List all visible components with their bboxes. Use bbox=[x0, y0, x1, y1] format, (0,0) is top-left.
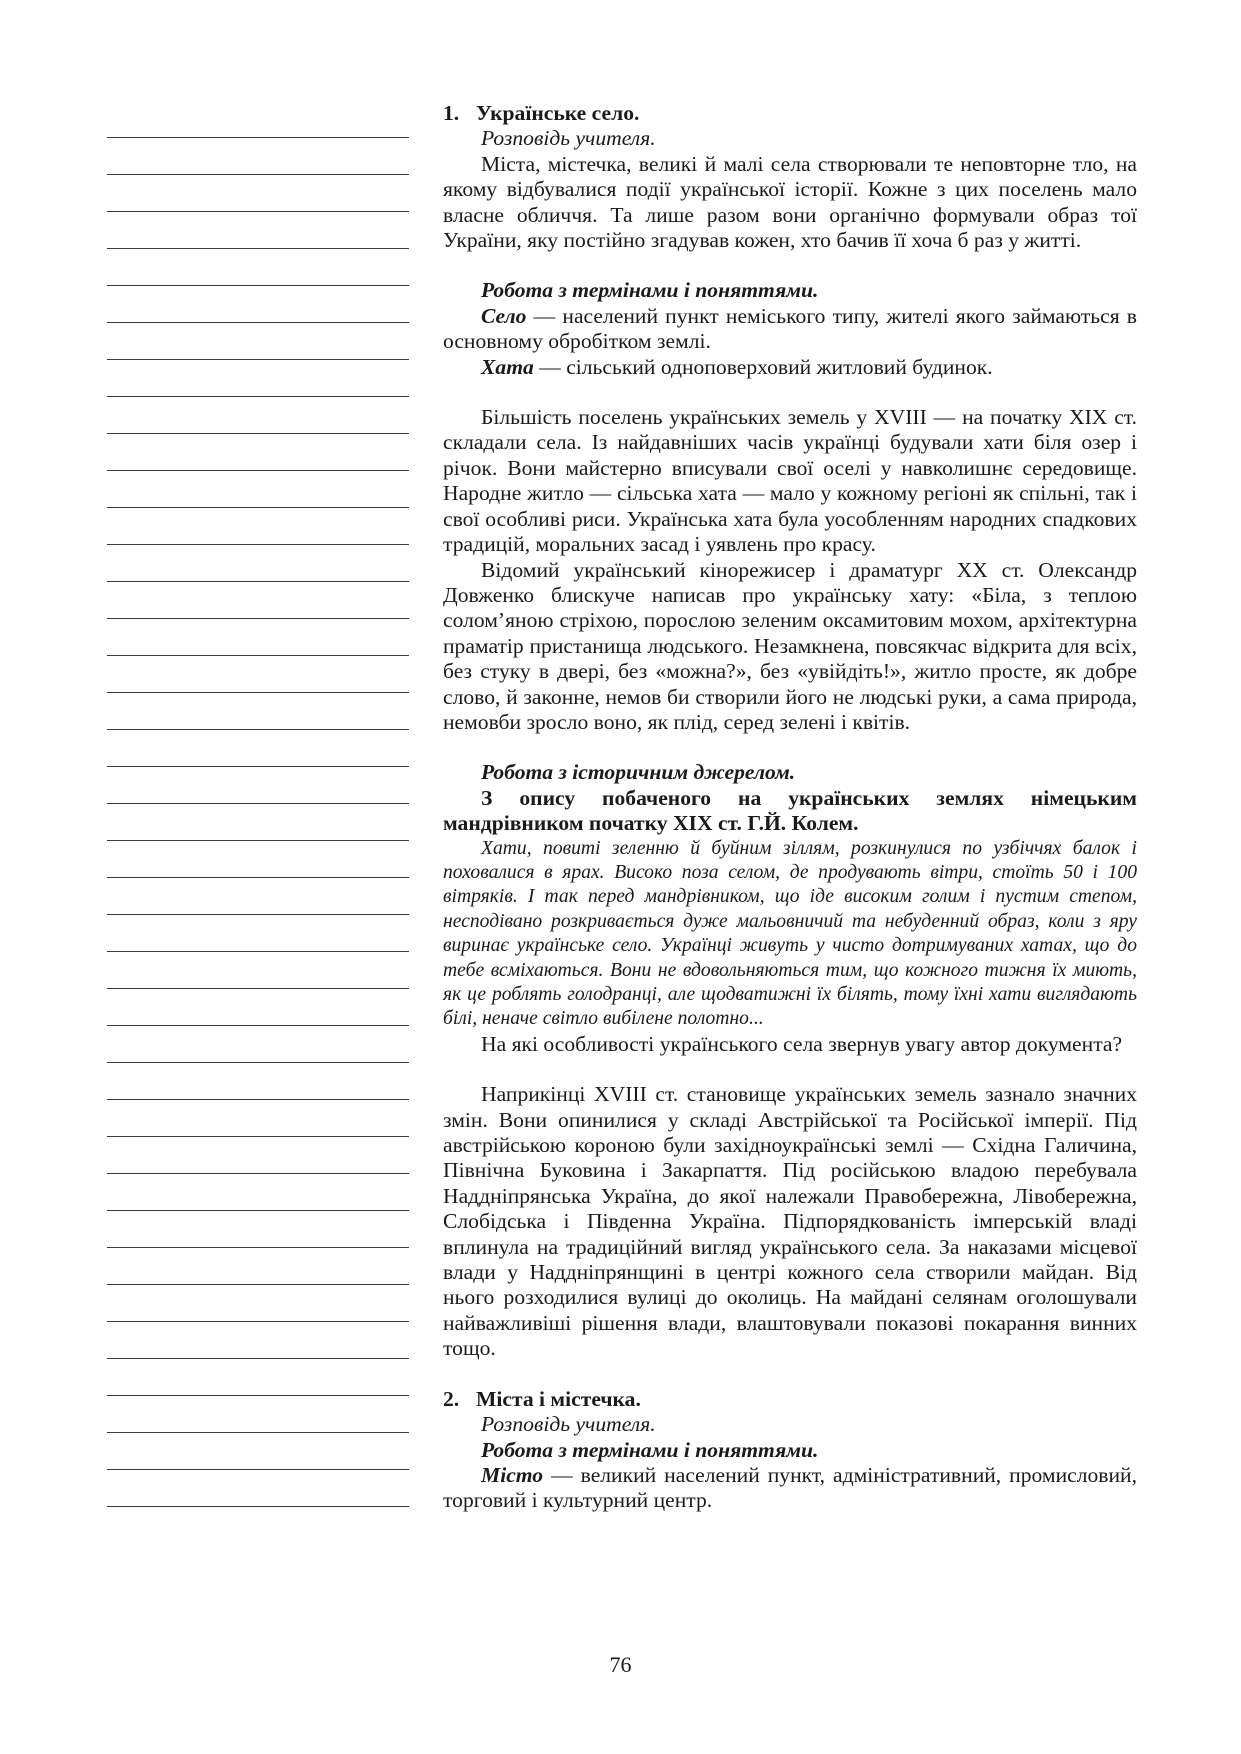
note-line bbox=[107, 582, 409, 619]
note-line bbox=[107, 915, 409, 952]
note-lines bbox=[107, 101, 409, 1507]
note-line bbox=[107, 693, 409, 730]
note-line bbox=[107, 1174, 409, 1211]
note-line bbox=[107, 249, 409, 286]
question: На які особливості українського села звернув увагу автор документа? bbox=[481, 1031, 1123, 1056]
term-definition: Хата — сільський одноповерховий житловий будинок. bbox=[481, 354, 993, 379]
source-heading: Робота з історичним джерелом. bbox=[481, 760, 796, 785]
note-line bbox=[107, 175, 409, 212]
note-line bbox=[107, 656, 409, 693]
body-paragraph: Відомий український кінорежисер і драматург XX ст. Олександр Довженко блискуче написав про українську хату: «Біла, з теплою солом’яною стріхою, порослою зеленим оксамитовим мохом, архітектурна праматір пристанища людського. Незамкнена, повсякчас відкрита для всіх, без стуку в двері, без «можна?», без «увійдіть!», житло просте, як добре слово, й законне, немов би створили його не людські руки, а сама природа, немовби зросло воно, як плід, серед зелені і квітів. bbox=[443, 557, 1137, 734]
note-line bbox=[107, 1248, 409, 1285]
note-line bbox=[107, 1137, 409, 1174]
terms-heading: Робота з термінами і поняттями. bbox=[481, 278, 819, 303]
note-line bbox=[107, 434, 409, 471]
note-line bbox=[107, 1026, 409, 1063]
note-line bbox=[107, 545, 409, 582]
note-line bbox=[107, 471, 409, 508]
note-line bbox=[107, 767, 409, 804]
note-line bbox=[107, 323, 409, 360]
teacher-story-label: Розповідь учителя. bbox=[481, 126, 656, 151]
note-line bbox=[107, 286, 409, 323]
note-line bbox=[107, 397, 409, 434]
note-line bbox=[107, 841, 409, 878]
note-line bbox=[107, 1396, 409, 1433]
body-paragraph: Більшість поселень українських земель у XVIII — на початку XIX ст. складали села. Із найдавніших часів українці будували хати біля озер і річок. Вони майстерно вписували свої оселі у навколишнє середовище. Народне житло — сільська хата — мало у кожному регіоні як спільні, так і свої особливі риси. Українська хата була уособленням народних спадкових традицій, моральних засад і уявлень про красу. bbox=[443, 405, 1137, 557]
intro-paragraph: Міста, містечка, великі й малі села створювали те неповторне тло, на якому відбувалися події української історії. Кожне з цих поселень мало власне обличчя. Та лише разом вони органічно формували образ тої України, яку постійно згадував кожен, хто бачив її хоча б раз у житті. bbox=[443, 151, 1137, 253]
note-line bbox=[107, 1433, 409, 1470]
note-line bbox=[107, 804, 409, 841]
term-definition: Місто — великий населений пункт, адміністративний, промисловий, торговий і культурний центр. bbox=[443, 1462, 1137, 1513]
note-line bbox=[107, 989, 409, 1026]
note-line bbox=[107, 1063, 409, 1100]
note-line bbox=[107, 1100, 409, 1137]
note-line bbox=[107, 1285, 409, 1322]
main-text bbox=[443, 101, 1137, 1514]
note-line bbox=[107, 508, 409, 545]
section-heading: 2. Міста і містечка. bbox=[443, 1386, 641, 1411]
note-line bbox=[107, 1470, 409, 1507]
teacher-story-label: Розповідь учителя. bbox=[481, 1412, 656, 1437]
note-line bbox=[107, 878, 409, 915]
note-line bbox=[107, 212, 409, 249]
source-title: З опису побаченого на українських землях німецьким мандрівником початку XIX ст. Г.Й. Колем. bbox=[443, 785, 1137, 836]
source-quote: Хати, повиті зеленню й буйним зіллям, розкинулися по узбіччях балок і поховалися в ярах. Високо поза селом, де продувають вітри, стоїть 50 і 100 вітряків. І так перед мандрівником, що іде високим голим і пустим степом, несподівано розкривається дуже мальовничий та небуденний образ, коли з яру виринає українське село. Українці живуть у чисто дотримуваних хатах, що до тебе всміхаються. Вони не вдовольняються тим, що кожного тижня їх миють, як це роблять голодранці, але щодватижні їх білять, тому їхні хати виглядають білі, неначе світло вибілене полотно... bbox=[443, 837, 1137, 1030]
note-line bbox=[107, 138, 409, 175]
page-number: 76 bbox=[609, 1652, 632, 1677]
body-paragraph: Наприкінці XVIII ст. становище українських земель зазнало значних змін. Вони опинилися у складі Австрійської та Російської імперії. Під австрійською короною були західноукраїнські землі — Східна Галичина, Північна Буковина і Закарпаття. Під російською владою перебувала Наддніпрянська Україна, до якої належали Правобережна, Лівобережна, Слобідська і Південна Україна. Підпорядкованість імперській владі вплинула на традиційний вигляд українського села. За наказами місцевої влади у Наддніпрянщині в центрі кожного села створили майдан. Від нього розходилися вулиці до околиць. На майдані селянам оголошували найважливіші рішення влади, влаштовували показові покарання винних тощо. bbox=[443, 1082, 1137, 1361]
section-heading: 1. Українське село. bbox=[443, 101, 640, 125]
note-line bbox=[107, 101, 409, 138]
note-line bbox=[107, 1322, 409, 1359]
note-line bbox=[107, 360, 409, 397]
note-line bbox=[107, 952, 409, 989]
note-line bbox=[107, 1211, 409, 1248]
note-line bbox=[107, 730, 409, 767]
note-line bbox=[107, 1359, 409, 1396]
terms-heading: Робота з термінами і поняттями. bbox=[481, 1437, 819, 1462]
note-line bbox=[107, 619, 409, 656]
term-definition: Село — населений пункт неміського типу, жителі якого займаються в основному обробітком землі. bbox=[443, 303, 1137, 354]
